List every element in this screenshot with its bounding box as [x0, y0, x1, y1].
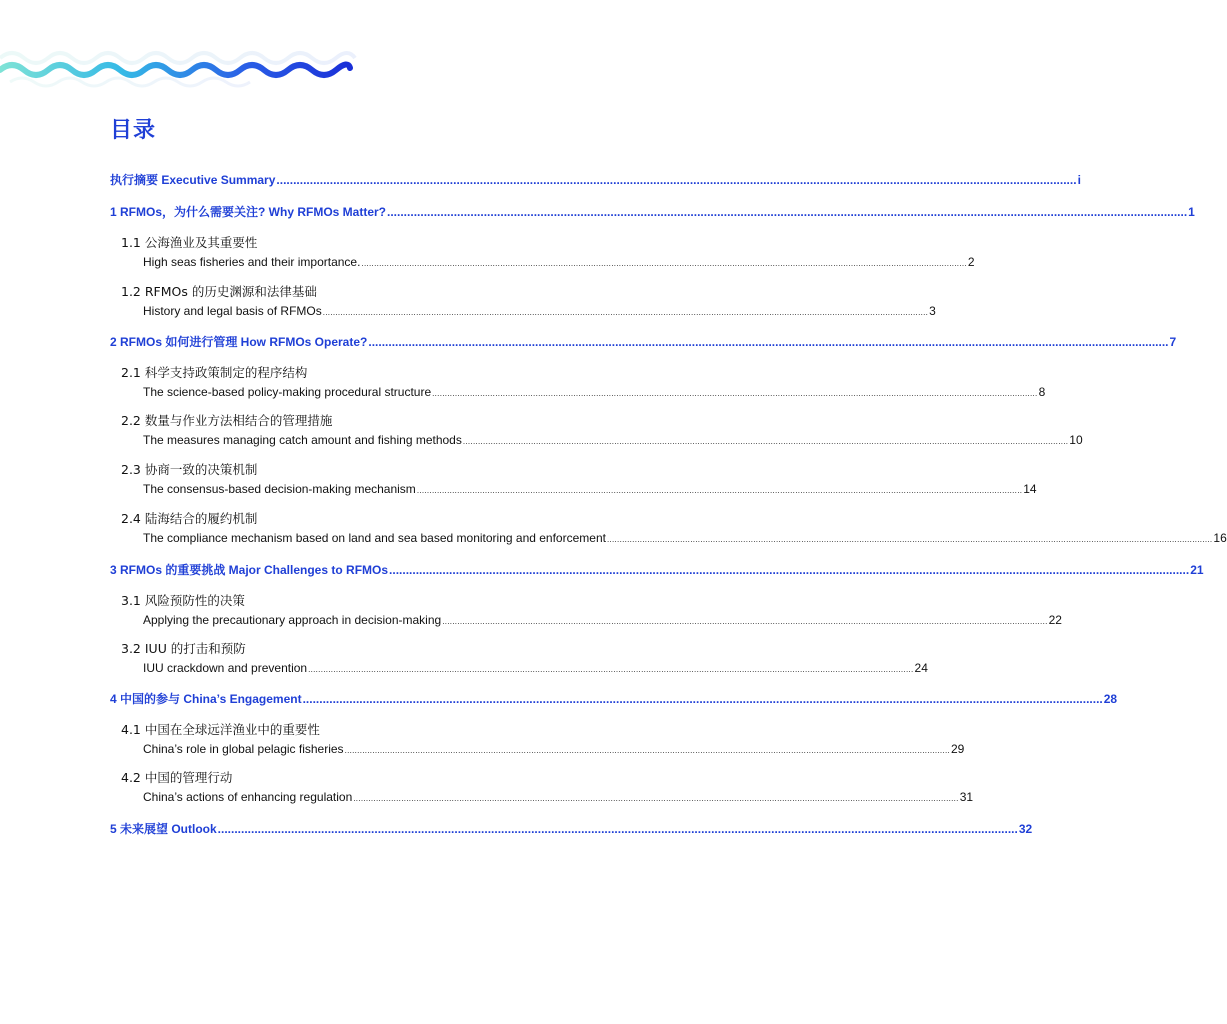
toc-section-heading: 3.2 IUU 的打击和预防 — [121, 641, 246, 656]
toc-chapter-entry[interactable] — [110, 562, 1204, 578]
toc-page-number: 7 — [1169, 335, 1177, 349]
toc-entry-label: Applying the precautionary approach in decision-making — [143, 613, 442, 627]
toc-section-heading: 4.1 中国在全球远洋渔业中的重要性 — [121, 722, 320, 737]
toc-entry-label: 4 中国的参与 China’s Engagement — [110, 692, 302, 706]
toc-page-number: 21 — [1190, 563, 1204, 577]
toc-page-number: 10 — [1069, 433, 1083, 447]
toc-page-number: i — [1077, 173, 1081, 187]
dot-leader: ................................................................................................................................................................................................................................................ — [416, 486, 1023, 495]
toc-section-entry[interactable] — [143, 384, 1046, 400]
toc-entry-label: China’s actions of enhancing regulation — [143, 790, 353, 804]
toc-entry-label: 5 未来展望 Outlook — [110, 822, 217, 836]
toc-entry-label: The measures managing catch amount and fishing methods — [143, 433, 462, 447]
toc-entry-label: 3 RFMOs 的重要挑战 Major Challenges to RFMOs — [110, 563, 389, 577]
dot-leader: ................................................................................................................................................................................................................................................ — [308, 665, 914, 674]
toc-section-heading: 2.4 陆海结合的履约机制 — [121, 511, 258, 526]
page-title: 目录 — [110, 118, 157, 143]
toc-section-heading: 2.2 数量与作业方法相结合的管理措施 — [121, 413, 333, 428]
toc-page-number: 16 — [1213, 531, 1227, 545]
toc-section-heading: 3.1 风险预防性的决策 — [121, 593, 245, 608]
toc-chapter-entry[interactable] — [110, 691, 1118, 707]
toc-entry-label: History and legal basis of RFMOs — [143, 304, 322, 318]
toc-section-entry[interactable] — [143, 432, 1083, 448]
dot-leader: ................................................................................................................................................................................................................................................ — [606, 535, 1213, 544]
toc-entry-label: The science-based policy-making procedural structure — [143, 385, 432, 399]
toc-entry-label: The compliance mechanism based on land and sea based monitoring and enforcement — [143, 531, 606, 545]
dot-leader: ................................................................................................................................................................................................................................................ — [361, 259, 967, 268]
toc-entry-label: 2 RFMOs 如何进行管理 How RFMOs Operate? — [110, 335, 368, 349]
dot-leader: ................................................................................................................................................................................................................................................ — [217, 822, 1018, 836]
toc-section-heading: 2.1 科学支持政策制定的程序结构 — [121, 365, 308, 380]
toc-section-entry[interactable] — [143, 303, 936, 319]
toc-page-number: 1 — [1188, 205, 1195, 219]
toc-chapter-entry[interactable] — [110, 204, 1195, 220]
dot-leader: ................................................................................................................................................................................................................................................ — [368, 335, 1169, 349]
toc-page-number: 3 — [929, 304, 936, 318]
dot-leader: ................................................................................................................................................................................................................................................ — [276, 173, 1077, 187]
toc-page-number: 22 — [1048, 613, 1062, 627]
toc-page-number: 8 — [1038, 385, 1046, 399]
toc-entry-label: IUU crackdown and prevention — [143, 661, 308, 675]
dot-leader: ................................................................................................................................................................................................................................................ — [389, 563, 1190, 577]
toc-entry-label: High seas fisheries and their importance. — [143, 255, 361, 269]
toc-section-heading: 4.2 中国的管理行动 — [121, 770, 233, 785]
toc-page-number: 24 — [914, 661, 928, 675]
toc-section-entry[interactable] — [143, 530, 1227, 546]
dot-leader: ................................................................................................................................................................................................................................................ — [442, 617, 1048, 626]
toc-page-number: 29 — [951, 742, 965, 756]
toc-page-number: 2 — [967, 255, 975, 269]
dot-leader: ................................................................................................................................................................................................................................................ — [322, 308, 929, 317]
toc-section-entry[interactable] — [143, 789, 974, 805]
dot-leader: ................................................................................................................................................................................................................................................ — [353, 794, 959, 803]
toc-entry-label: The consensus-based decision-making mechanism — [143, 482, 416, 496]
toc-section-heading: 1.2 RFMOs 的历史渊源和法律基础 — [121, 284, 317, 299]
toc-entry-label: 执行摘要 Executive Summary — [110, 173, 276, 187]
toc-section-entry[interactable] — [143, 660, 928, 676]
toc-page-number: 28 — [1103, 692, 1118, 706]
toc-section-entry[interactable] — [143, 612, 1062, 628]
toc-page-number: 14 — [1023, 482, 1037, 496]
dot-leader: ................................................................................................................................................................................................................................................ — [462, 437, 1069, 446]
dot-leader: ................................................................................................................................................................................................................................................ — [344, 746, 950, 755]
dot-leader: ................................................................................................................................................................................................................................................ — [302, 692, 1103, 706]
toc-chapter-entry[interactable] — [110, 172, 1081, 188]
toc-page-number: 32 — [1018, 822, 1033, 836]
toc-entry-label: China’s role in global pelagic fisheries — [143, 742, 344, 756]
toc-chapter-entry[interactable] — [110, 334, 1177, 350]
dot-leader: ................................................................................................................................................................................................................................................ — [432, 389, 1038, 398]
toc-section-heading: 2.3 协商一致的决策机制 — [121, 462, 258, 477]
toc-entry-label: 1 RFMOs，为什么需要关注? Why RFMOs Matter? — [110, 205, 387, 219]
dot-leader: ................................................................................................................................................................................................................................................ — [387, 205, 1188, 219]
toc-chapter-entry[interactable] — [110, 821, 1033, 837]
toc-page-number: 31 — [959, 790, 974, 804]
toc-section-entry[interactable] — [143, 481, 1037, 497]
toc-section-entry[interactable] — [143, 741, 965, 757]
toc-section-heading: 1.1 公海渔业及其重要性 — [121, 235, 258, 250]
toc-section-entry[interactable] — [143, 254, 975, 270]
